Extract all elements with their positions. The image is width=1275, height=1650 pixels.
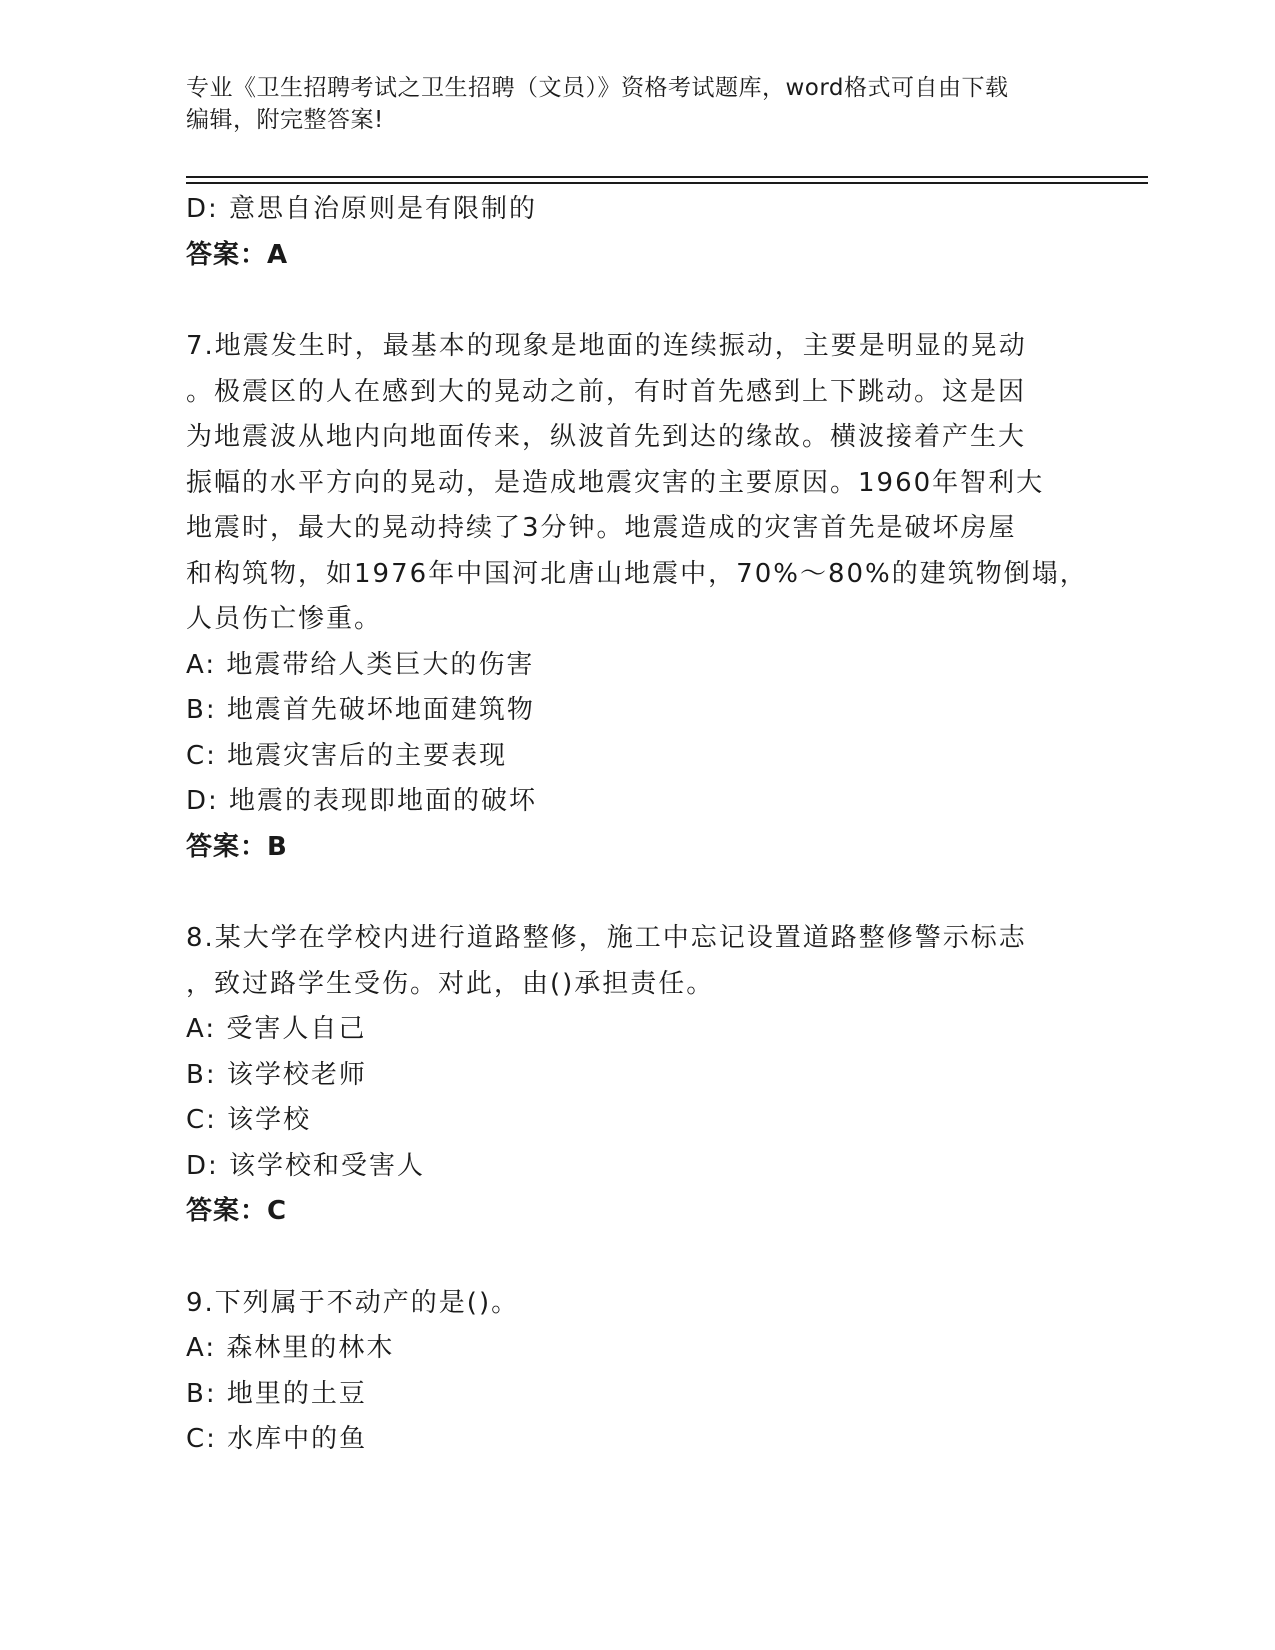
question-7-option-b: B: 地震首先破坏地面建筑物 [186,695,535,725]
question-7-text-line: 。极震区的人在感到大的晃动之前，有时首先感到上下跳动。这是因 [186,376,1027,407]
question-content [186,187,1088,1463]
question-7-text-line: 地震时，最大的晃动持续了3分钟。地震造成的灾害首先是破坏房屋 [186,513,1017,543]
spacer [186,1235,1066,1281]
question-8-option-a: A: 受害人自己 [186,1014,367,1044]
question-9-option-c: C: 水库中的鱼 [186,1424,368,1454]
question-6-option-d: D: 意思自治原则是有限制的 [186,194,538,224]
question-7-option-c: C: 地震灾害后的主要表现 [186,740,508,771]
question-7-text-line: 和构筑物，如1976年中国河北唐山地震中，70%～80%的建筑物倒塌， [186,558,1088,589]
question-8-option-b: B: 该学校老师 [186,1059,367,1090]
question-7-text-line: 振幅的水平方向的晃动，是造成地震灾害的主要原因。1960年智利大 [186,467,1045,498]
question-6-remainder [186,187,1066,278]
question-9 [186,1281,1066,1463]
question-8-text-line: 8.某大学在学校内进行道路整修，施工中忘记设置道路整修警示标志 [186,923,1027,953]
question-8-answer: 答案：C [186,1196,288,1226]
question-8-option-d: D: 该学校和受害人 [186,1150,426,1181]
question-7-text-line: 为地震波从地内向地面传来，纵波首先到达的缘故。横波接着产生大 [186,422,1027,452]
question-7 [186,324,1088,870]
question-8 [186,916,1066,1235]
header-divider-bottom [186,182,1148,184]
question-9-option-b: B: 地里的土豆 [186,1378,367,1409]
spacer [186,278,1066,324]
header-line-2: 编辑，附完整答案! [186,107,384,133]
question-6-answer: 答案：A [186,239,289,270]
question-7-text-line: 7.地震发生时，最基本的现象是地面的连续振动，主要是明显的晃动 [186,331,1027,361]
header-line-1: 专业《卫生招聘考试之卫生招聘（文员）》资格考试题库，word格式可自由下载 [186,75,1009,101]
question-8-text-line: ，致过路学生受伤。对此，由()承担责任。 [186,968,715,999]
document-header [186,72,1086,136]
question-7-answer: 答案：B [186,831,288,862]
question-8-option-c: C: 该学校 [186,1105,312,1135]
spacer [186,870,1066,916]
header-divider-top [186,176,1148,178]
question-7-option-d: D: 地震的表现即地面的破坏 [186,786,538,816]
question-7-option-a: A: 地震带给人类巨大的伤害 [186,649,535,680]
question-9-option-a: A: 森林里的林木 [186,1333,395,1363]
question-7-text-line: 人员伤亡惨重。 [186,604,383,634]
question-9-text-line: 9.下列属于不动产的是()。 [186,1287,520,1318]
